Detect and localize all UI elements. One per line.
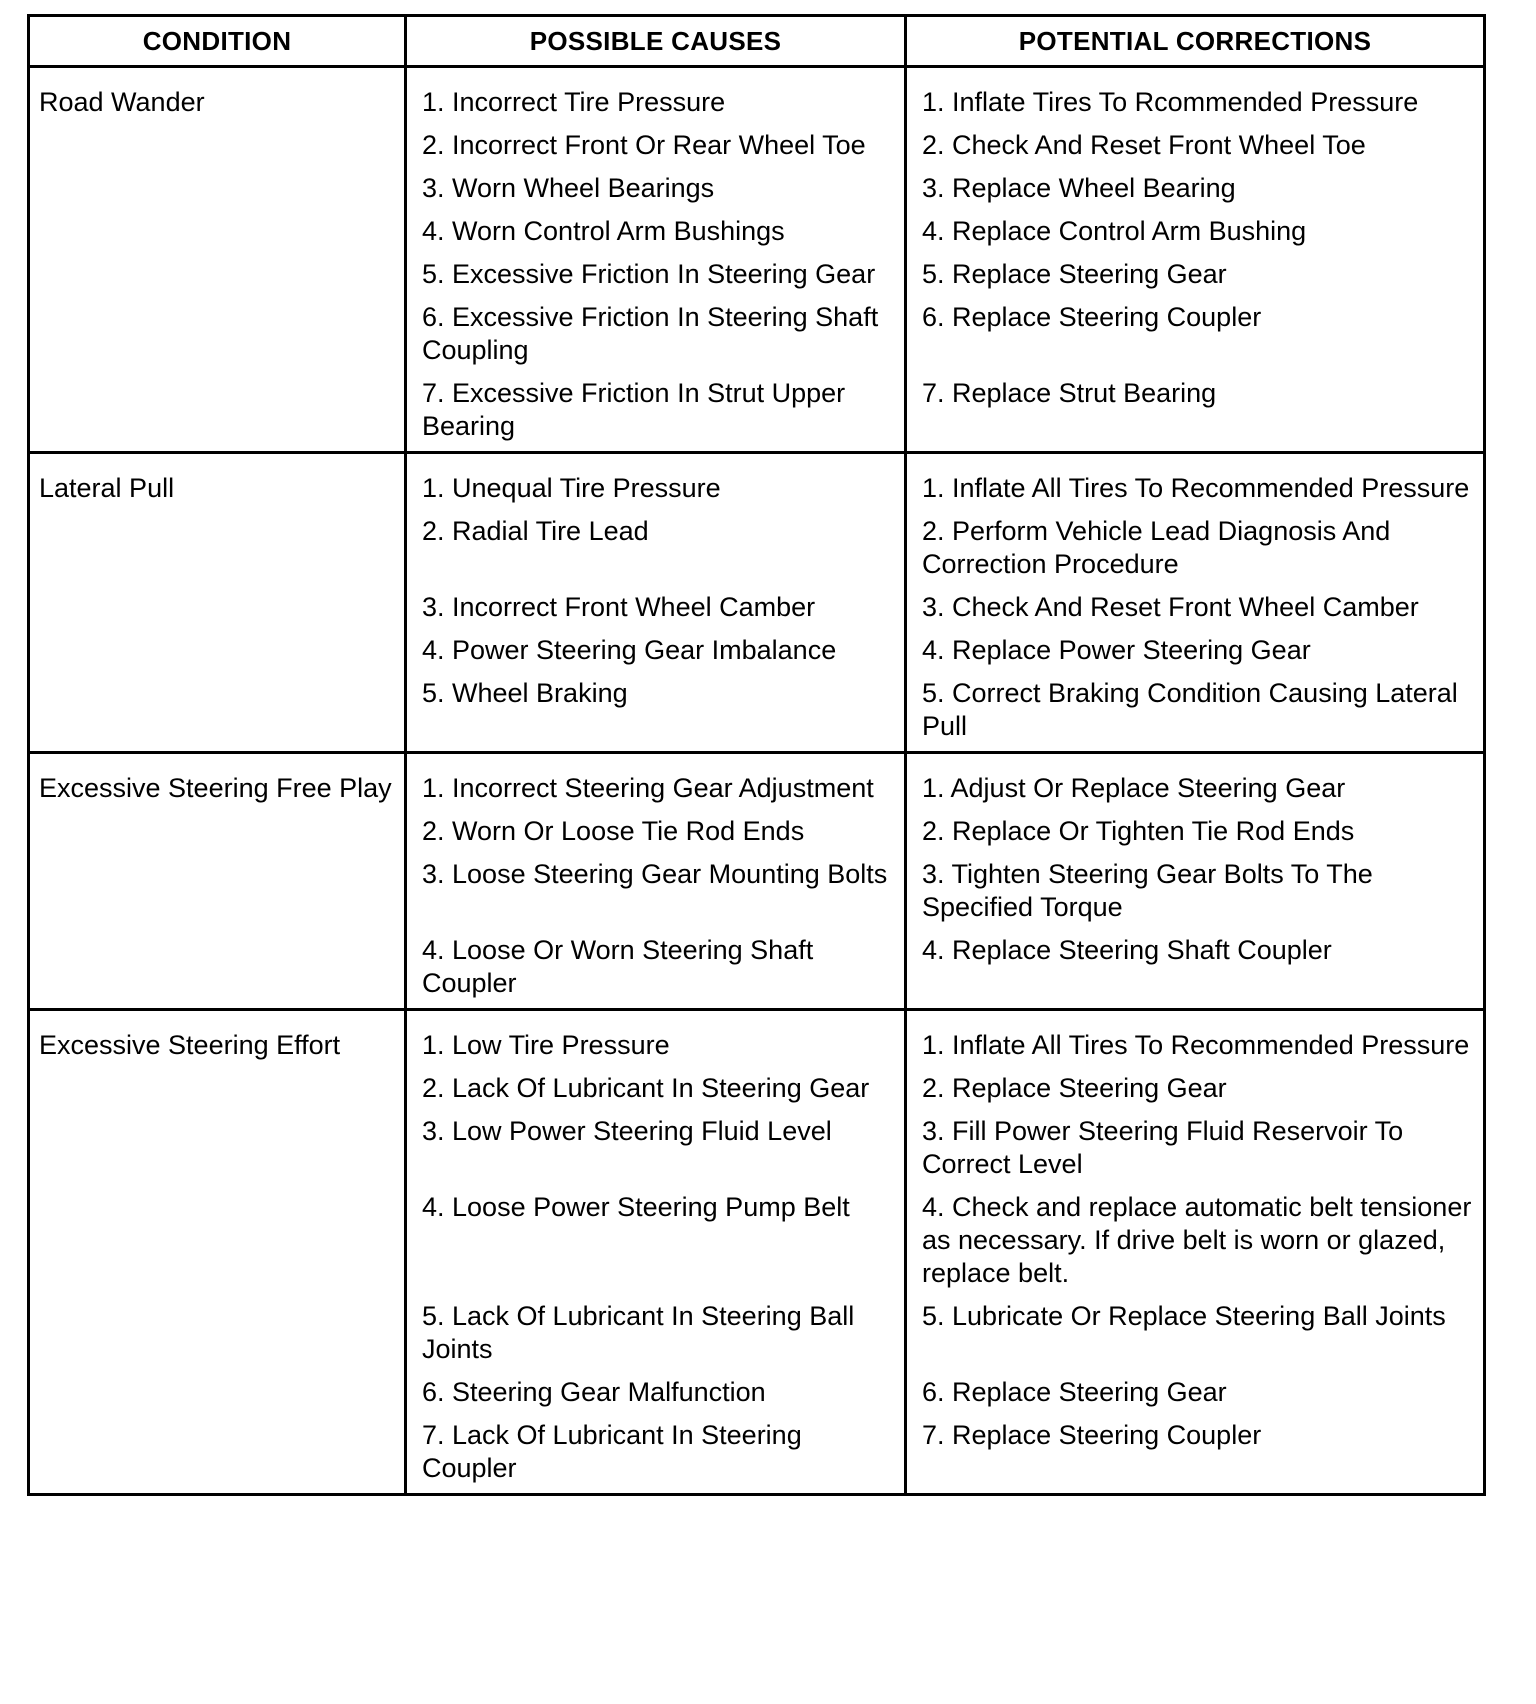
correction-cell: 2. Replace Or Tighten Tie Rod Ends [906,815,1485,858]
correction-cell: 3. Fill Power Steering Fluid Reservoir To Correct Level [906,1115,1485,1191]
cause-cell: 5. Wheel Braking [406,677,906,753]
cause-cell: 3. Worn Wheel Bearings [406,172,906,215]
table-row [29,753,1485,816]
cause-cell: 3. Loose Steering Gear Mounting Bolts [406,858,906,934]
cause-cell: 5. Lack Of Lubricant In Steering Ball Joints [406,1300,906,1376]
cause-cell: 2. Worn Or Loose Tie Rod Ends [406,815,906,858]
table-header [29,16,1485,67]
cause-cell: 3. Low Power Steering Fluid Level [406,1115,906,1191]
cause-cell: 2. Incorrect Front Or Rear Wheel Toe [406,129,906,172]
cause-cell: 7. Excessive Friction In Strut Upper Bearing [406,377,906,453]
table-body [29,67,1485,1495]
header-row [29,16,1485,67]
header-condition: CONDITION [29,16,406,67]
cause-cell: 2. Radial Tire Lead [406,515,906,591]
cause-cell: 7. Lack Of Lubricant In Steering Coupler [406,1419,906,1495]
header-possible-causes: POSSIBLE CAUSES [406,16,906,67]
table-row [29,67,1485,130]
condition-cell-road-wander: Road Wander [29,67,406,453]
condition-cell-lateral-pull: Lateral Pull [29,453,406,753]
cause-cell: 1. Incorrect Steering Gear Adjustment [406,753,906,816]
cause-cell: 1. Incorrect Tire Pressure [406,67,906,130]
correction-cell: 5. Correct Braking Condition Causing Lateral Pull [906,677,1485,753]
diagnosis-table [27,14,1486,1496]
cause-cell: 6. Steering Gear Malfunction [406,1376,906,1419]
correction-cell: 5. Lubricate Or Replace Steering Ball Joints [906,1300,1485,1376]
correction-cell: 1. Adjust Or Replace Steering Gear [906,753,1485,816]
table-row [29,453,1485,516]
correction-cell: 1. Inflate All Tires To Recommended Pressure [906,1010,1485,1073]
correction-cell: 3. Check And Reset Front Wheel Camber [906,591,1485,634]
correction-cell: 4. Check and replace automatic belt tensioner as necessary. If drive belt is worn or glazed, replace belt. [906,1191,1485,1300]
correction-cell: 2. Replace Steering Gear [906,1072,1485,1115]
correction-cell: 1. Inflate Tires To Rcommended Pressure [906,67,1485,130]
correction-cell: 5. Replace Steering Gear [906,258,1485,301]
correction-cell: 2. Check And Reset Front Wheel Toe [906,129,1485,172]
correction-cell: 6. Replace Steering Gear [906,1376,1485,1419]
cause-cell: 1. Unequal Tire Pressure [406,453,906,516]
condition-cell-excessive-steering-free-play: Excessive Steering Free Play [29,753,406,1010]
cause-cell: 4. Loose Or Worn Steering Shaft Coupler [406,934,906,1010]
correction-cell: 6. Replace Steering Coupler [906,301,1485,377]
condition-cell-excessive-steering-effort: Excessive Steering Effort [29,1010,406,1495]
cause-cell: 2. Lack Of Lubricant In Steering Gear [406,1072,906,1115]
correction-cell: 4. Replace Power Steering Gear [906,634,1485,677]
correction-cell: 4. Replace Control Arm Bushing [906,215,1485,258]
cause-cell: 4. Loose Power Steering Pump Belt [406,1191,906,1300]
table-row [29,1010,1485,1073]
cause-cell: 4. Power Steering Gear Imbalance [406,634,906,677]
cause-cell: 6. Excessive Friction In Steering Shaft Coupling [406,301,906,377]
correction-cell: 2. Perform Vehicle Lead Diagnosis And Correction Procedure [906,515,1485,591]
cause-cell: 5. Excessive Friction In Steering Gear [406,258,906,301]
correction-cell: 7. Replace Steering Coupler [906,1419,1485,1495]
cause-cell: 1. Low Tire Pressure [406,1010,906,1073]
cause-cell: 4. Worn Control Arm Bushings [406,215,906,258]
cause-cell: 3. Incorrect Front Wheel Camber [406,591,906,634]
header-potential-corrections: POTENTIAL CORRECTIONS [906,16,1485,67]
correction-cell: 1. Inflate All Tires To Recommended Pressure [906,453,1485,516]
correction-cell: 7. Replace Strut Bearing [906,377,1485,453]
correction-cell: 3. Replace Wheel Bearing [906,172,1485,215]
correction-cell: 3. Tighten Steering Gear Bolts To The Specified Torque [906,858,1485,934]
correction-cell: 4. Replace Steering Shaft Coupler [906,934,1485,1010]
